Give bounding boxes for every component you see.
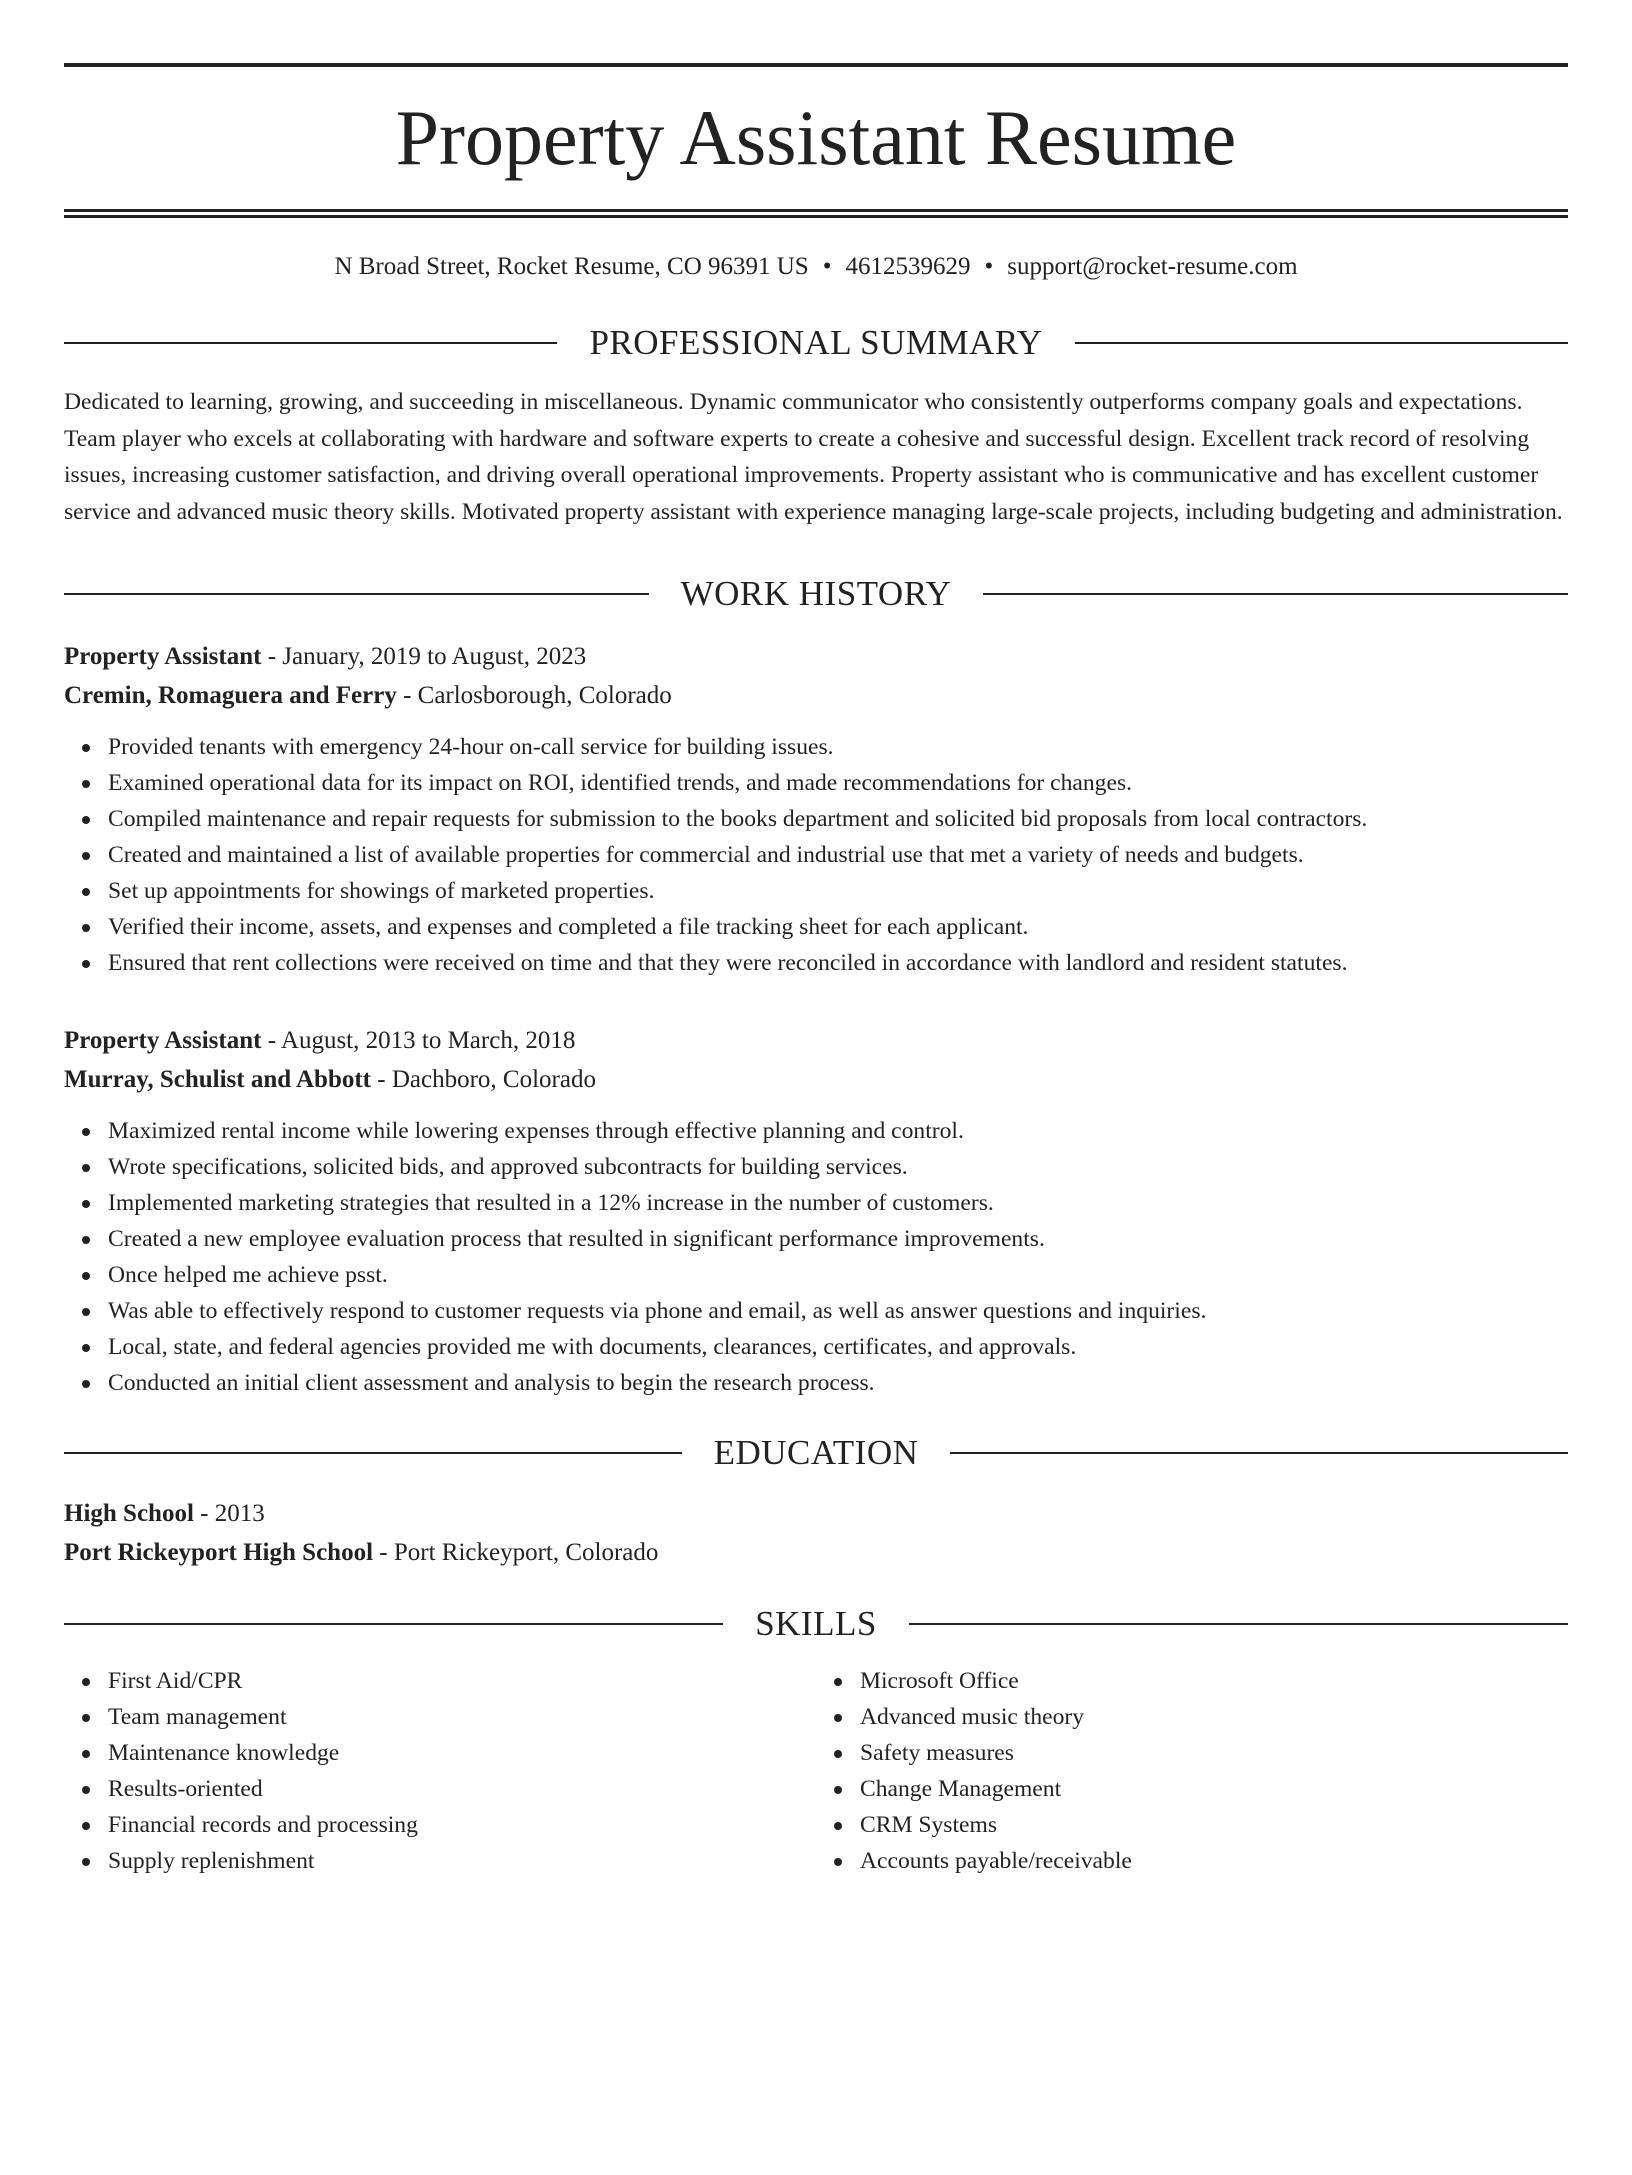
list-item: Financial records and processing — [108, 1807, 816, 1843]
list-item: Ensured that rent collections were received on time and that they were reconciled in accordance with landlord and resident statutes. — [108, 945, 1568, 981]
list-item: Verified their income, assets, and expenses and completed a file tracking sheet for each applicant. — [108, 909, 1568, 945]
job-dates: - January, 2019 to August, 2023 — [261, 643, 587, 671]
summary-text: Dedicated to learning, growing, and succeeding in miscellaneous. Dynamic communicator who consistently outperforms company goals and expectations. Team player who excels at collaborating with hardware and software experts to create a cohesive and successful design. Excellent track record of resolving issues, increasing customer satisfaction, and driving overall operational improvements. Property assistant who is communicative and has excellent customer service and advanced music theory skills. Motivated property assistant with experience managing large-scale projects, including budgeting and administration. — [64, 389, 1563, 525]
education-year: - 2013 — [193, 1500, 265, 1528]
education-entry — [64, 1494, 1568, 1572]
work-history-heading — [64, 574, 1568, 614]
heading-rule-right — [983, 593, 1568, 595]
job-dates: - August, 2013 to March, 2018 — [261, 1027, 576, 1055]
list-item: Compiled maintenance and repair requests for submission to the books department and solicited bid proposals from local contractors. — [108, 801, 1568, 837]
skills-list-right — [816, 1663, 1568, 1879]
heading-rule-left — [64, 1452, 682, 1454]
title-double-rule — [64, 209, 1568, 218]
job-entry — [64, 637, 1568, 981]
heading-rule-right — [950, 1452, 1568, 1454]
list-item: Supply replenishment — [108, 1843, 816, 1879]
job-location: - Dachboro, Colorado — [371, 1066, 596, 1094]
list-item: First Aid/CPR — [108, 1663, 816, 1699]
education-location: - Port Rickeyport, Colorado — [373, 1539, 659, 1567]
list-item: Local, state, and federal agencies provided me with documents, clearances, certificates, and approvals. — [108, 1329, 1568, 1365]
contact-email: support@rocket-resume.com — [1007, 253, 1298, 280]
skills-list-left — [64, 1663, 816, 1879]
list-item: Safety measures — [860, 1735, 1568, 1771]
heading-rule-right — [1075, 342, 1568, 344]
job-title: Property Assistant — [64, 643, 262, 671]
list-item: Advanced music theory — [860, 1699, 1568, 1735]
list-item: Was able to effectively respond to customer requests via phone and email, as well as answer questions and inquiries. — [108, 1293, 1568, 1329]
list-item: Team management — [108, 1699, 816, 1735]
list-item: Accounts payable/receivable — [860, 1843, 1568, 1879]
list-item: Maximized rental income while lowering expenses through effective planning and control. — [108, 1113, 1568, 1149]
list-item: Created and maintained a list of available properties for commercial and industrial use that met a variety of needs and budgets. — [108, 837, 1568, 873]
contact-separator: • — [822, 253, 832, 280]
skills-columns — [64, 1663, 1568, 1879]
contact-separator: • — [984, 253, 994, 280]
list-item: Set up appointments for showings of marketed properties. — [108, 873, 1568, 909]
job-entry — [64, 1021, 1568, 1401]
list-item: Implemented marketing strategies that resulted in a 12% increase in the number of customers. — [108, 1185, 1568, 1221]
education-degree-line — [64, 1494, 1568, 1533]
job-title-line — [64, 637, 1568, 676]
job-bullets — [64, 729, 1568, 981]
section-title: WORK HISTORY — [680, 574, 952, 614]
list-item: Created a new employee evaluation process that resulted in significant performance improvements. — [108, 1221, 1568, 1257]
list-item: Results-oriented — [108, 1771, 816, 1807]
top-rule — [64, 63, 1568, 67]
job-title-line — [64, 1021, 1568, 1060]
list-item: CRM Systems — [860, 1807, 1568, 1843]
skills-heading — [64, 1604, 1568, 1644]
contact-phone: 4612539629 — [845, 253, 971, 280]
list-item: Maintenance knowledge — [108, 1735, 816, 1771]
list-item: Wrote specifications, solicited bids, and approved subcontracts for building services. — [108, 1149, 1568, 1185]
education-degree: High School — [64, 1500, 194, 1528]
list-item: Provided tenants with emergency 24-hour on-call service for building issues. — [108, 729, 1568, 765]
section-title: PROFESSIONAL SUMMARY — [589, 323, 1043, 362]
list-item: Examined operational data for its impact on ROI, identified trends, and made recommendations for changes. — [108, 765, 1568, 801]
heading-rule-left — [64, 1623, 723, 1625]
contact-address: N Broad Street, Rocket Resume, CO 96391 US — [334, 253, 809, 280]
job-company-line — [64, 676, 1568, 715]
list-item: Microsoft Office — [860, 1663, 1568, 1699]
job-company: Cremin, Romaguera and Ferry — [64, 682, 397, 710]
list-item: Conducted an initial client assessment and analysis to begin the research process. — [108, 1365, 1568, 1401]
job-location: - Carlosborough, Colorado — [396, 682, 672, 710]
heading-rule-left — [64, 593, 649, 595]
education-school: Port Rickeyport High School — [64, 1539, 374, 1567]
education-heading — [64, 1433, 1568, 1473]
heading-rule-right — [909, 1623, 1568, 1625]
page-title: Property Assistant Resume — [395, 94, 1237, 181]
job-company-line — [64, 1060, 1568, 1099]
job-title: Property Assistant — [64, 1027, 262, 1055]
education-school-line — [64, 1533, 1568, 1572]
contact-line — [64, 254, 1568, 279]
section-title: EDUCATION — [713, 1433, 919, 1473]
job-bullets — [64, 1113, 1568, 1401]
summary-heading — [64, 325, 1568, 360]
resume-page — [0, 63, 1632, 2175]
job-company: Murray, Schulist and Abbott — [64, 1066, 372, 1094]
list-item: Once helped me achieve psst. — [108, 1257, 1568, 1293]
heading-rule-left — [64, 342, 557, 344]
list-item: Change Management — [860, 1771, 1568, 1807]
section-title: SKILLS — [755, 1604, 877, 1644]
